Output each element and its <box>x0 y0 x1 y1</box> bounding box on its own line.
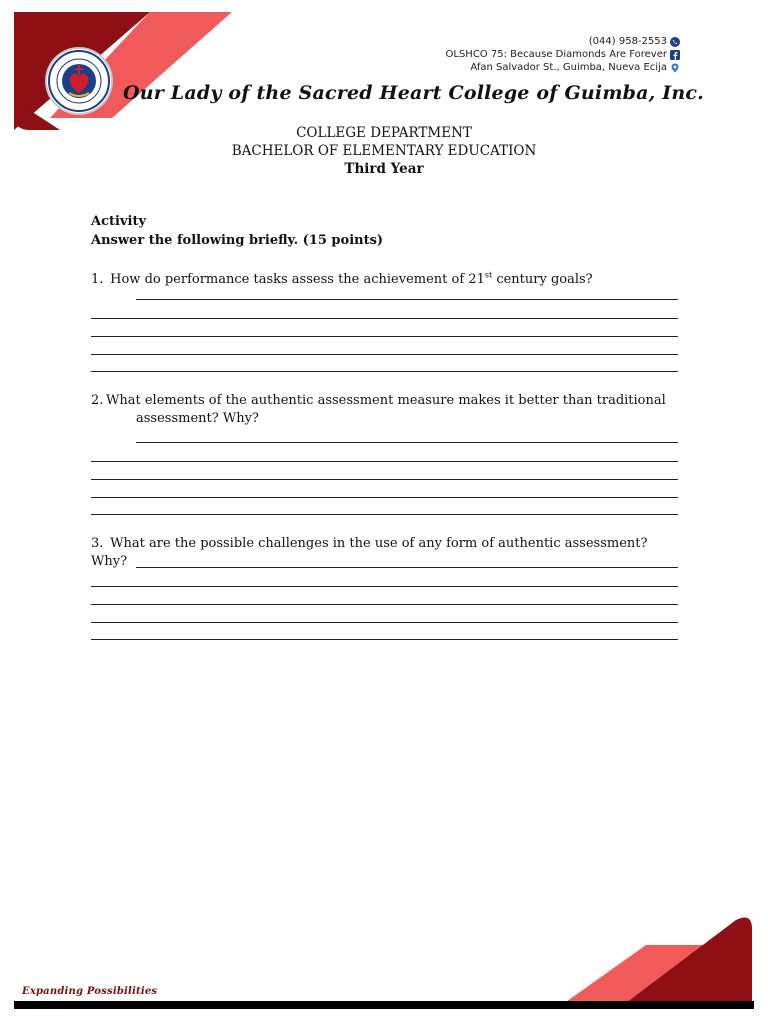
question-number: 1. <box>91 272 104 288</box>
activity-instructions: Answer the following briefly. (15 points) <box>91 233 384 248</box>
answer-line[interactable] <box>91 586 678 587</box>
answer-line[interactable] <box>91 604 678 605</box>
question-text <box>91 392 678 410</box>
question-number: 3. <box>91 536 104 551</box>
question-text-part: assessment? Why? <box>136 411 259 426</box>
college-seal-logo <box>47 49 111 113</box>
answer-line[interactable] <box>136 567 678 568</box>
address-text: Afan Salvador St., Guimba, Nueva Ecija <box>470 62 667 73</box>
superscript: st <box>484 271 493 280</box>
address-row <box>320 61 680 74</box>
footer-bar <box>14 1001 754 1009</box>
contact-block <box>320 35 680 74</box>
department-heading <box>0 124 768 178</box>
answer-line[interactable] <box>91 514 678 515</box>
answer-line[interactable] <box>91 639 678 640</box>
activity-heading <box>91 212 383 250</box>
answer-line[interactable] <box>91 318 678 319</box>
phone-text: (044) 958-2553 <box>588 36 667 47</box>
department-line: COLLEGE DEPARTMENT <box>296 125 472 141</box>
answer-line[interactable] <box>136 299 678 300</box>
footer-slogan: Expanding Possibilities <box>22 986 158 997</box>
answer-line[interactable] <box>91 354 678 355</box>
header-decoration <box>0 0 260 140</box>
answer-line[interactable] <box>91 461 678 462</box>
program-line: BACHELOR OF ELEMENTARY EDUCATION <box>231 143 537 159</box>
question-text-part: century goals? <box>492 272 593 288</box>
question-1 <box>91 267 678 289</box>
year-line: Third Year <box>344 161 424 177</box>
question-3 <box>91 535 678 571</box>
facebook-text: OLSHCO 75: Because Diamonds Are Forever <box>445 49 667 60</box>
question-number: 2. <box>91 393 104 408</box>
question-text: What are the possible challenges in the use of any form of authentic assessment? Why? <box>91 536 648 569</box>
answer-line[interactable] <box>91 336 678 337</box>
question-2 <box>91 392 678 428</box>
location-pin-icon <box>670 63 680 73</box>
footer-decoration <box>556 915 756 1009</box>
answer-line[interactable] <box>91 497 678 498</box>
question-text-part: What elements of the authentic assessment measure makes it better than traditional <box>106 393 666 408</box>
college-name: Our Lady of the Sacred Heart College of Guimba, Inc. <box>123 82 704 104</box>
answer-line[interactable] <box>91 479 678 480</box>
answer-line[interactable] <box>91 622 678 623</box>
phone-icon <box>670 37 680 47</box>
question-text-part: How do performance tasks assess the achievement of 21 <box>110 272 485 288</box>
facebook-icon <box>670 50 680 60</box>
answer-line[interactable] <box>136 442 678 443</box>
answer-line[interactable] <box>91 371 678 372</box>
activity-title: Activity <box>91 214 146 229</box>
phone-row <box>320 35 680 48</box>
facebook-row <box>320 48 680 61</box>
question-text <box>110 272 593 287</box>
